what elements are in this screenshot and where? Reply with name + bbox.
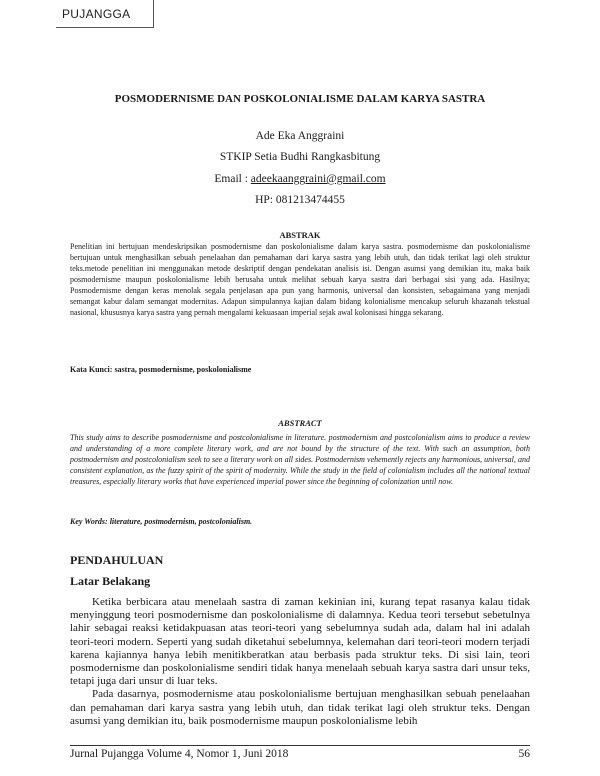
institution: STKIP Setia Budhi Rangkasbitung xyxy=(219,151,381,163)
footer-citation: Jurnal Pujangga Volume 4, Nomor 1, Juni 2018 xyxy=(70,748,289,760)
abstract-text: This study aims to describe posmodernisme and postcolonialisme in literature. postmodernism and postcolonialism aims to produce a review and understanding of a more complete literary work, and are not bound by the structure of the text. With such an assumption, both postmodernism and postcolonialism seek to see a literary work on all sides. Postmodernism vehemently rejects any harmonious, universal, and consistent explanation, as the fuzzy spirit of the spirit of modernity. While the study in the field of colonialism includes all the national textual treasures, especially literary works that have experienced imperial power since the beginning of colonization until now. xyxy=(70,433,530,486)
subsection-heading: Latar Belakang xyxy=(70,574,151,588)
section-heading: PENDAHULUAN xyxy=(70,553,164,567)
author-name: Ade Eka Anggraini xyxy=(255,130,345,142)
body-paragraph: Pada dasarnya, posmodernisme atau poskolonialisme bertujuan menghasilkan sebuah penelaahan dan pemahaman dari karya sastra yang lebih utuh, dan tidak terikat lagi oleh struktur teks. Dengan asumsi yang demikian itu, baik posmodernisme maupun poskolonialisme lebih xyxy=(70,688,530,727)
page-number: 56 xyxy=(518,748,530,760)
footer-rule xyxy=(70,745,530,746)
abstrak-keywords: Kata Kunci: sastra, posmodernisme, poskolonialisme xyxy=(70,365,252,374)
email-label: Email : xyxy=(214,173,251,185)
abstrak-text: Penelitian ini bertujuan mendeskripsikan posmodernisme dan poskolonialisme dalam karya sastra. posmodernisme dan poskolonialisme bertujuan untuk menghasilkan sebuah penelaahan dan pemahaman dari karya sastra yang lebih utuh, dan tidak terikat lagi oleh struktur teks.metode penelitian ini menggunakan metode deskriptif dengan pendekatan analisis isi. Dengan asumsi yang demikian itu, maka baik posmodernisme maupun poskolonialisme lebih berusaha untuk melihat sebuah karya sastra dari berbagai sisi yang ada. Hasilnya; Posmodernisme dengan keras menolak segala penjelasan apa pun yang harmonis, universal dan konsisten, sebagaimana yang menjadi semangat kabur dalam semangat modernitas. Adapun simpulannya kajian dalam bidang kolonialisme mencakup seluruh khazanah tekstual nasional, khususnya karya sastra yang pernah mengalami kekuasaan imperial sejak awal kolonisasi hingga sekarang. xyxy=(70,242,530,317)
abstrak-heading: ABSTRAK xyxy=(279,230,321,240)
abstract-heading: ABSTRACT xyxy=(278,418,322,428)
journal-tag: PUJANGGA xyxy=(62,7,131,21)
abstract-keywords: Key Words: literature, postmodernism, postcolonialism. xyxy=(70,517,253,526)
body-text xyxy=(70,596,530,728)
email-link[interactable]: adeekaanggraini@gmail.com xyxy=(250,173,386,185)
phone: HP: 081213474455 xyxy=(255,194,345,206)
body-paragraph: Ketika berbicara atau menelaah sastra di zaman kekinian ini, kurang tepat rasanya kalau tidak menyinggung teori posmodernisme dan poskolonialisme di dalamnya. Kedua teori tersebut sebetulnya lahir sebagai reaksi ketidakpuasan atas teori-teori yang sebelumnya sudah ada, dalam hal ini adalah teori-teori modern. Seperti yang sudah diketahui sebelumnya, kelemahan dari teori-teori modern terjadi karena kajiannya hanya lebih menitikberatkan atau berbasis pada struktur teks. Di sisi lain, teori posmodernisme dan poskolonialisme sendiri tidak hanya menelaah sebuah karya sastra dari unsur teks, tetapi juga dari unsur di luar teks. xyxy=(70,596,530,688)
footer xyxy=(70,748,530,760)
paper-title: POSMODERNISME DAN POSKOLONIALISME DALAM KARYA SASTRA xyxy=(114,93,486,105)
email-line xyxy=(0,173,600,185)
